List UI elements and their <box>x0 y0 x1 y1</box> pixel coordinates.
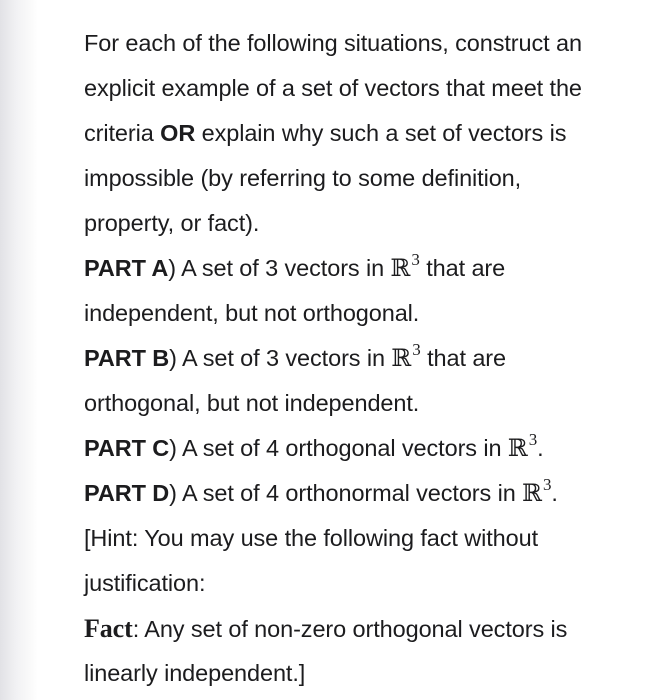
intro-text: property, or fact). <box>84 210 260 236</box>
part-d-label: PART D <box>84 480 170 506</box>
intro-line-4 <box>84 156 656 201</box>
hint-text: justification: <box>84 570 206 596</box>
part-c-text-post: . <box>537 435 544 461</box>
or-emphasis: OR <box>160 120 196 146</box>
intro-line-5 <box>84 201 656 246</box>
part-b-label: PART B <box>84 345 170 371</box>
part-a-text: independent, but not orthogonal. <box>84 300 420 326</box>
part-c-label: PART C <box>84 435 170 461</box>
part-a-line-1 <box>84 246 656 291</box>
intro-line-2 <box>84 66 656 111</box>
part-c-line-1 <box>84 426 656 471</box>
intro-line-1 <box>84 21 656 66</box>
part-a-text-post: that are <box>419 255 506 281</box>
exponent: 3 <box>411 250 420 269</box>
exponent: 3 <box>412 340 421 359</box>
intro-text: explicit example of a set of vectors that meet the <box>84 75 582 101</box>
fact-line-1 <box>84 606 656 651</box>
part-d-line-1 <box>84 471 656 516</box>
hint-text: [Hint: You may use the following fact without <box>84 525 539 551</box>
fact-text: : Any set of non-zero orthogonal vectors is <box>132 616 568 642</box>
intro-text: criteria <box>84 120 161 146</box>
fact-line-2 <box>84 651 656 696</box>
intro-line-3 <box>84 111 656 156</box>
intro-text: impossible (by referring to some definition, <box>84 165 522 191</box>
part-b-line-2 <box>84 381 656 426</box>
reals-symbol: ℝ <box>391 344 412 372</box>
hint-line-1 <box>84 516 656 561</box>
reals-symbol: ℝ <box>507 434 528 462</box>
hint-line-2 <box>84 561 656 606</box>
left-page-edge <box>0 0 38 700</box>
part-b-text: ) A set of 3 vectors in <box>169 345 392 371</box>
fact-text: linearly independent.] <box>84 660 306 686</box>
part-b-text: orthogonal, but not independent. <box>84 390 420 416</box>
part-d-text-post: . <box>551 480 558 506</box>
intro-text: explain why such a set of vectors is <box>195 120 567 146</box>
reals-symbol: ℝ <box>522 479 542 507</box>
part-b-text-post: that are <box>420 345 506 371</box>
part-a-label: PART A <box>84 255 169 281</box>
part-b-line-1 <box>84 336 656 381</box>
part-a-line-2 <box>84 291 656 336</box>
problem-text <box>84 21 656 696</box>
intro-text: For each of the following situations, construct an <box>84 30 582 56</box>
part-d-text: ) A set of 4 orthonormal vectors in <box>169 480 523 506</box>
fact-label: Fact <box>84 614 133 643</box>
exponent: 3 <box>543 475 552 494</box>
reals-symbol: ℝ <box>390 254 411 282</box>
part-a-text: ) A set of 3 vectors in <box>168 255 391 281</box>
part-c-text: ) A set of 4 orthogonal vectors in <box>169 435 508 461</box>
exponent: 3 <box>528 430 538 449</box>
